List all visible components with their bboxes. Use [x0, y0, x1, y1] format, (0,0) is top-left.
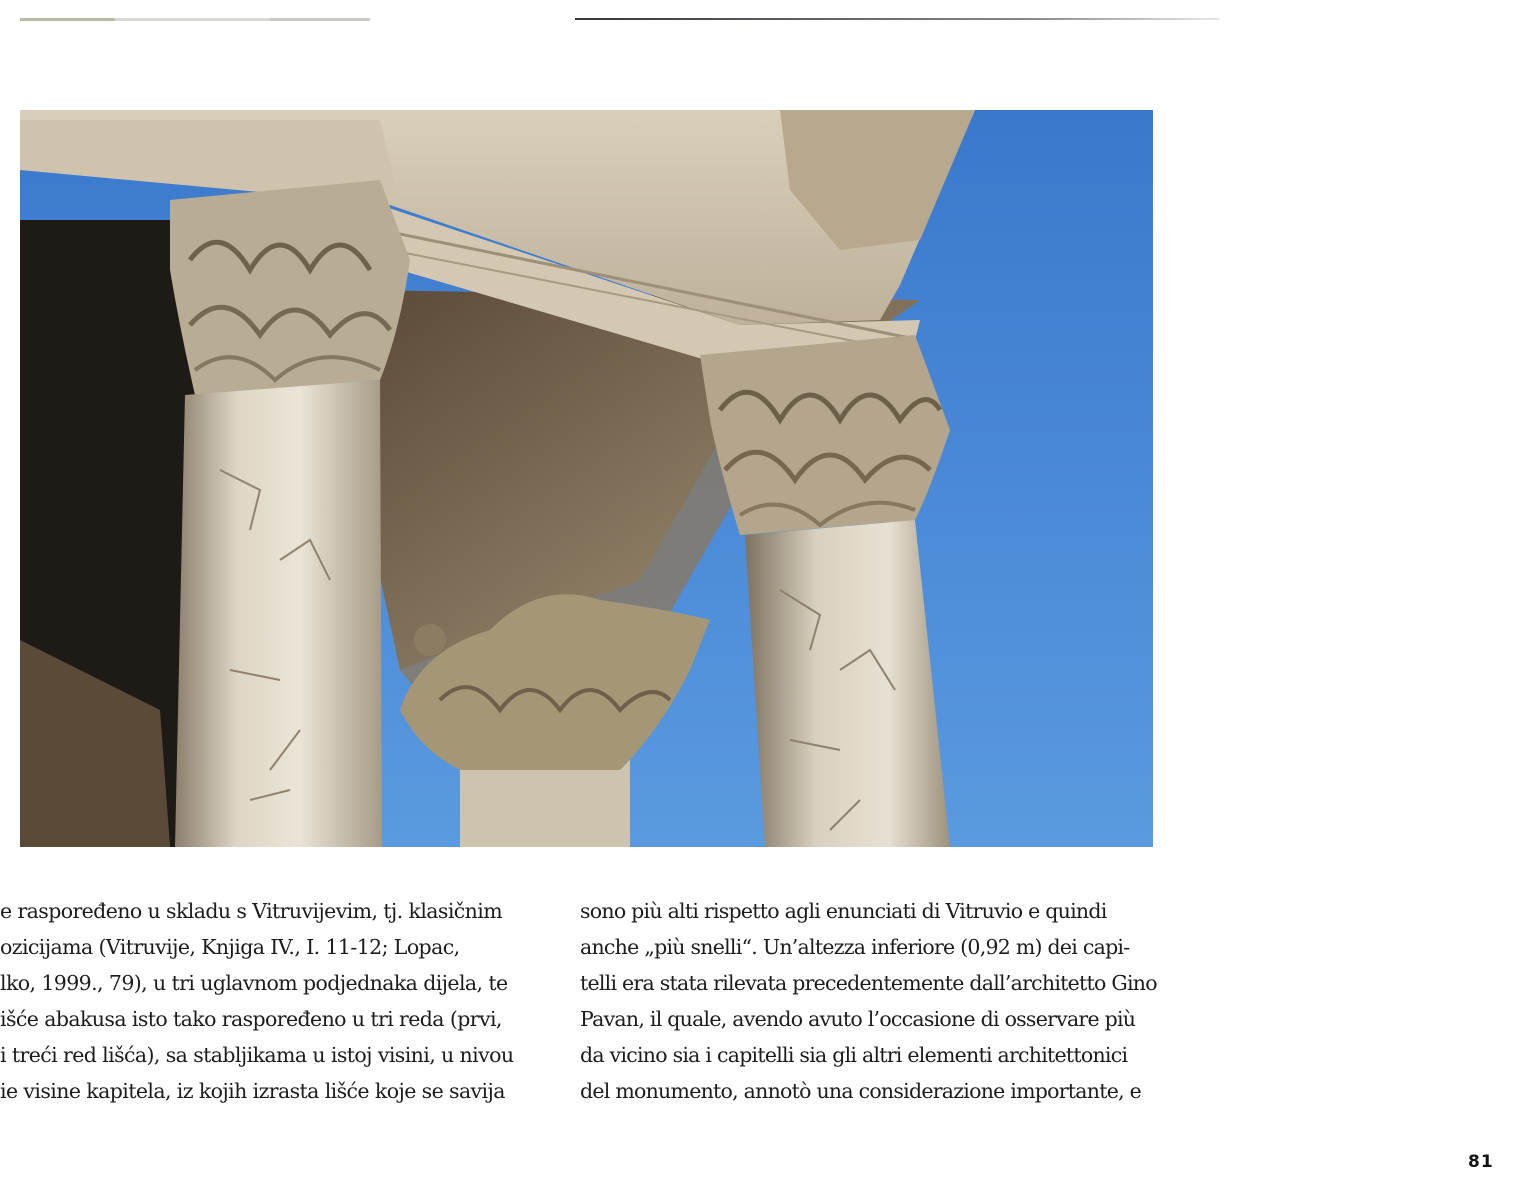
right-capital: [700, 335, 950, 535]
temple-columns-photo: [20, 110, 1153, 847]
body-text-line: telli era stata rilevata precedentemente dall’architetto Gino: [580, 971, 1157, 995]
body-text-line: i treći red lišća), sa stabljikama u istoj visini, u nivou: [0, 1043, 514, 1067]
right-column-shaft: [745, 520, 950, 847]
body-text-line: anche „più snelli“. Un’altezza inferiore (0,92 m) dei capi-: [580, 935, 1130, 959]
body-text-line: e raspoređeno u skladu s Vitruvijevim, tj. klasičnim: [0, 899, 503, 923]
photo-illustration: [20, 110, 1153, 847]
body-text-line: ie visine kapitela, iz kojih izrasta lišće koje se savija: [0, 1079, 505, 1103]
body-text-line: sono più alti rispetto agli enunciati di Vitruvio e quindi: [580, 899, 1107, 923]
top-decorative-rule: [20, 18, 1220, 21]
body-text-line: išće abakusa isto tako raspoređeno u tri reda (prvi,: [0, 1007, 502, 1031]
page-number: 81: [1468, 1152, 1494, 1172]
body-text-line: Pavan, il quale, avendo avuto l’occasione di osservare più: [580, 1007, 1136, 1031]
left-text-column: [0, 893, 535, 1109]
body-text-line: lko, 1999., 79), u tri uglavnom podjednaka dijela, te: [0, 971, 508, 995]
rule-segment: [115, 18, 270, 21]
rear-capital-rosette: [414, 624, 446, 656]
right-text-column: [580, 893, 1155, 1109]
rule-segment: [270, 18, 370, 21]
rule-segment: [20, 18, 115, 21]
rule-segment: [575, 18, 1220, 20]
body-text-line: del monumento, annotò una considerazione importante, e: [580, 1079, 1141, 1103]
left-column-shaft: [175, 380, 382, 847]
body-text-line: da vicino sia i capitelli sia gli altri elementi architettonici: [580, 1043, 1128, 1067]
body-text-line: ozicijama (Vitruvije, Knjiga IV., I. 11-12; Lopac,: [0, 935, 460, 959]
